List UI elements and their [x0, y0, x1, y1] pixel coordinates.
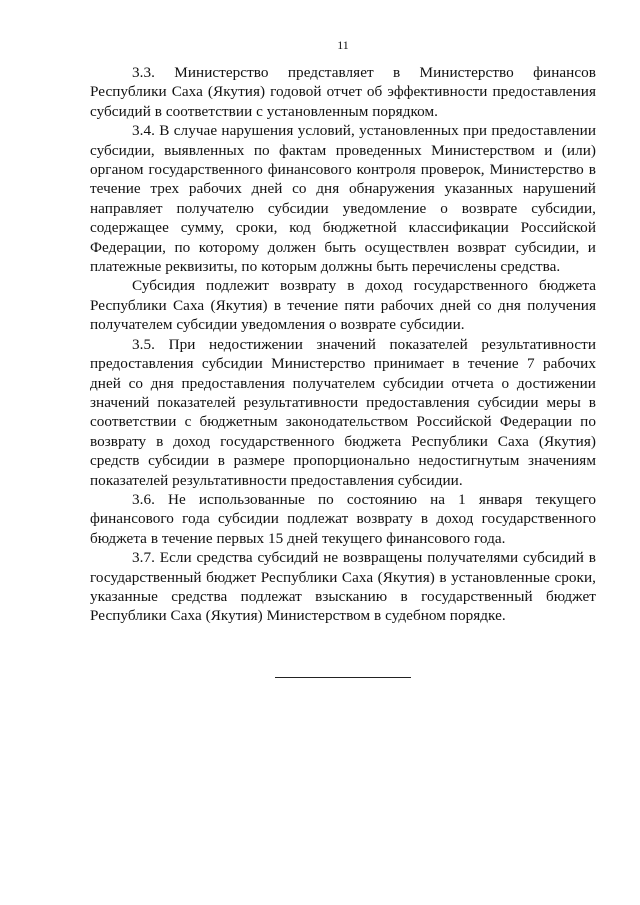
paragraph-3-3: 3.3. Министерство представляет в Министерство финансов Республики Саха (Якутия) годовой отчет об эффективности предоставления субсидий в соответствии с установленным порядком.	[90, 64, 596, 120]
page-number: 11	[337, 38, 349, 52]
paragraph-3-5: 3.5. При недостижении значений показателей результативности предоставления субсидии Министерство принимает в течение 7 рабочих дней со дня предоставления получателем субсидии отчета о достижении значений показателей результативности предоставления субсидии меры в соответствии с бюджетным законодательством Российской Федерации по возврату в доход государственного бюджета Республики Саха (Якутия) средств субсидии в размере пропорционально недостигнутым значениям показателей результативности предоставления субсидии.	[90, 335, 596, 489]
paragraph-3-4: 3.4. В случае нарушения условий, установленных при предоставлении субсидии, выявленных по фактам проведенных Министерством и (или) органом государственного финансового контроля проверок, Министерство в течение трех рабочих дней со дня обнаружения указанных нарушений направляет получателю субсидии уведомление о возврате субсидии, содержащее сумму, сроки, код бюджетной классификации Российской Федерации, по которому должен быть осуществлен возврат субсидии, и платежные реквизиты, по которым должны быть перечислены средства.	[90, 122, 596, 276]
paragraph-3-7: 3.7. Если средства субсидий не возвращены получателями субсидий в государственный бюджет Республики Саха (Якутия) в установленные сроки, указанные средства подлежат взысканию в государственный бюджет Республики Саха (Якутия) Министерством в судебном порядке.	[90, 549, 596, 625]
paragraph-refund-term: Субсидия подлежит возврату в доход государственного бюджета Республики Саха (Якутия) в течение пяти рабочих дней со дня получения получателем субсидии уведомления о возврате субсидии.	[90, 277, 596, 334]
paragraph-3-6: 3.6. Не использованные по состоянию на 1 января текущего финансового года субсидии подлежат возврату в доход государственного бюджета в течение первых 15 дней текущего финансового года.	[90, 490, 596, 547]
closing-separator-line	[275, 677, 411, 678]
document-body	[90, 63, 596, 626]
